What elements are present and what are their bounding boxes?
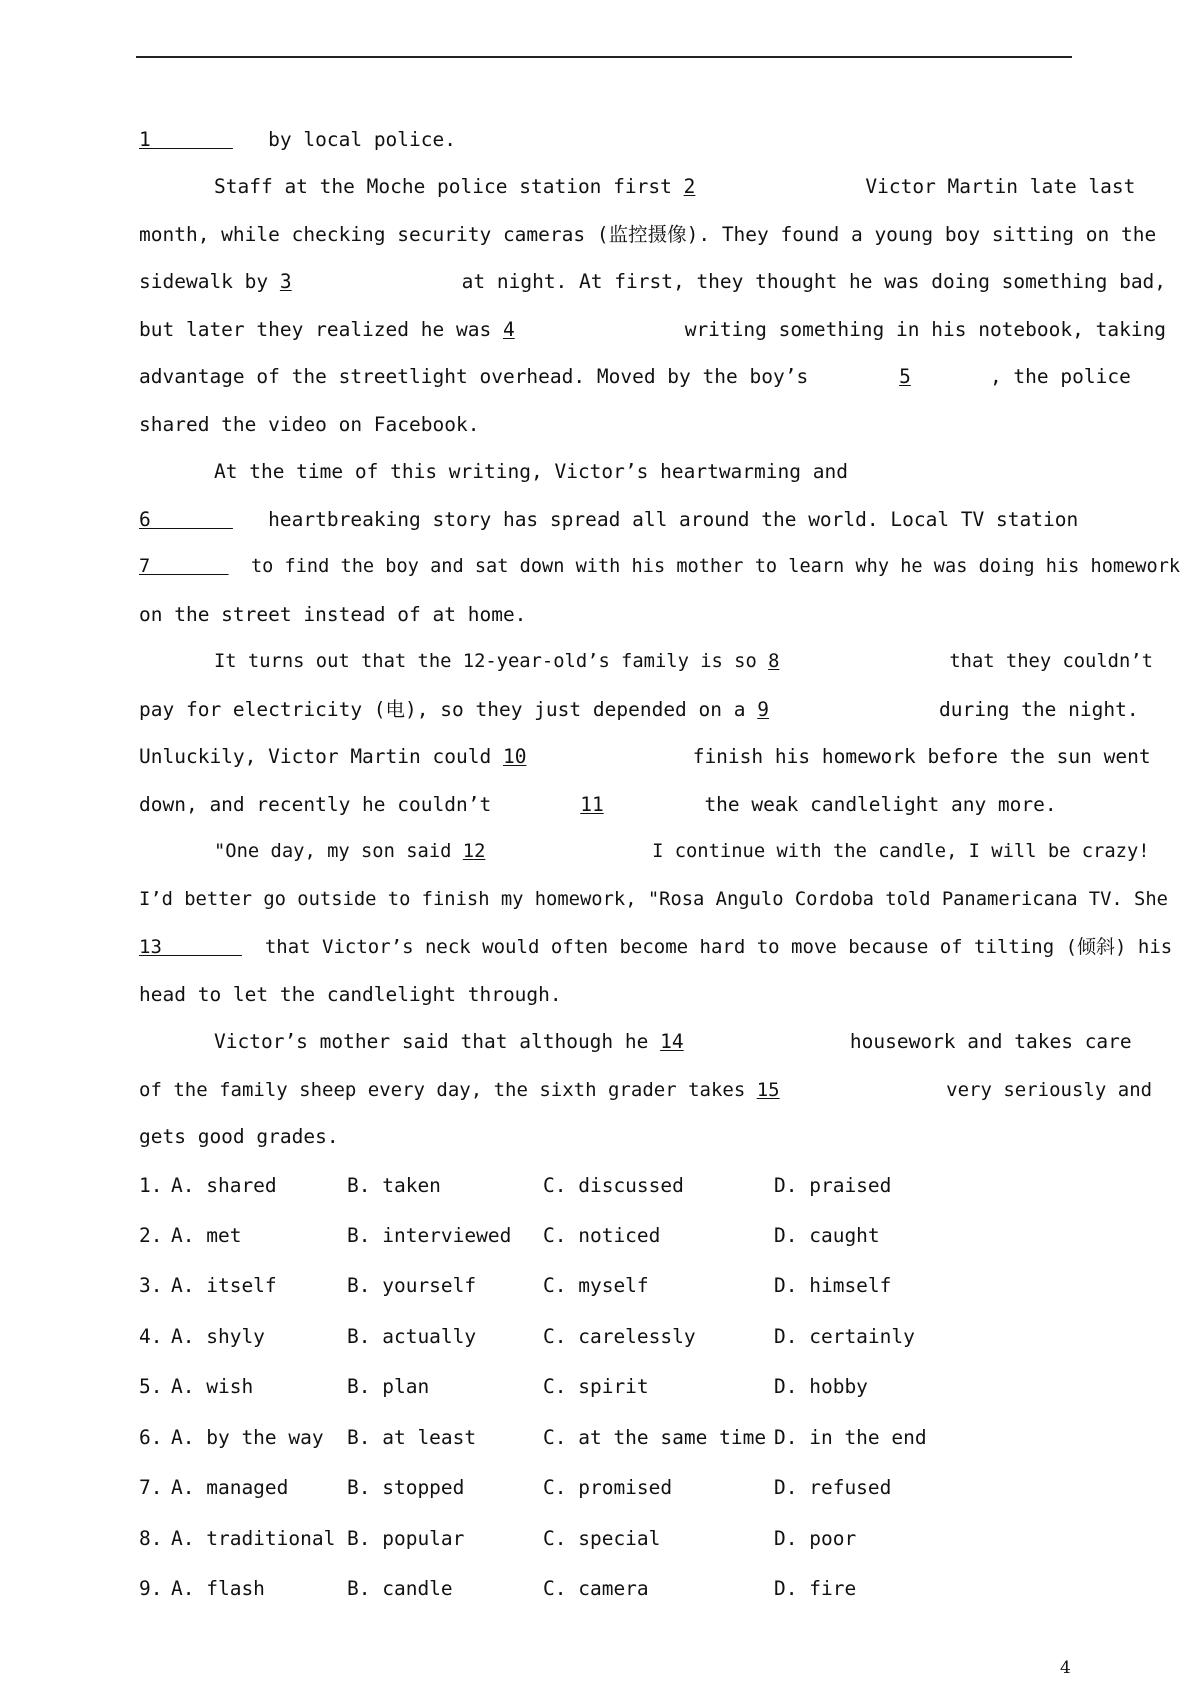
option-d: D. hobby [774, 1375, 868, 1398]
line-text: I continue with the candle, I will be crazy! [652, 841, 1150, 862]
option-b: B. taken [347, 1174, 441, 1197]
option-a: A. by the way [171, 1426, 324, 1449]
blank-5: 5 [899, 365, 911, 388]
line-text: but later they realized he was [139, 318, 492, 341]
line-text: at night. At first, they thought he was doing something bad, [461, 270, 1167, 293]
line-text: of the family sheep every day, the sixth grader takes [139, 1079, 746, 1101]
page-number: 4 [1060, 1658, 1071, 1678]
passage-line-21 [139, 1066, 1153, 1114]
line-text: writing something in his notebook, taking [684, 318, 1167, 341]
option-b: B. at least [347, 1426, 477, 1449]
option-c: C. noticed [543, 1224, 661, 1247]
option-c: C. carelessly [543, 1325, 696, 1348]
passage-line-5 [139, 306, 1167, 354]
passage-line-15 [139, 781, 1071, 829]
option-d: D. caught [774, 1224, 880, 1247]
line-text: Victor’s mother said that although he [214, 1030, 649, 1053]
passage-line-20 [214, 1018, 1132, 1066]
passage-line-3 [139, 211, 1157, 259]
option-a: A. shyly [171, 1325, 265, 1348]
question-number: 8. [139, 1527, 163, 1550]
option-d: D. refused [774, 1476, 892, 1499]
passage-line-4 [139, 258, 1167, 306]
question-row [139, 1261, 1039, 1311]
line-text: gets good grades. [139, 1125, 339, 1148]
line-text: month, while checking security cameras (监控摄像). They found a young boy sitting on the [139, 223, 1157, 246]
passage-line-16 [214, 828, 1150, 876]
line-text: head to let the candlelight through. [139, 983, 562, 1006]
line-text: housework and takes care [849, 1030, 1132, 1053]
blank-9: 9 [757, 698, 769, 721]
blank-3: 3 [279, 270, 292, 293]
option-d: D. poor [774, 1527, 857, 1550]
option-c: C. promised [543, 1476, 673, 1499]
line-text: by local police. [268, 128, 456, 151]
passage-line-12 [214, 638, 1153, 686]
blank-11: 11 [580, 793, 604, 816]
passage-line-7 [139, 401, 1071, 449]
line-text: Victor Martin late last [865, 175, 1136, 198]
line-text: finish his homework before the sun went [692, 745, 1151, 768]
passage-line-9 [139, 496, 1079, 544]
blank-14: 14 [660, 1030, 684, 1053]
question-number: 7. [139, 1476, 163, 1499]
blank-8: 8 [768, 651, 780, 672]
passage-line-17 [139, 876, 1168, 924]
line-text: Unluckily, Victor Martin could [139, 745, 492, 768]
line-text: the weak candlelight any more. [704, 793, 1057, 816]
passage-line-22 [139, 1113, 1071, 1161]
question-number: 2. [139, 1224, 163, 1247]
question-row [139, 1514, 1039, 1564]
option-a: A. shared [171, 1174, 277, 1197]
question-row [139, 1413, 1039, 1463]
line-text: down, and recently he couldn’t [139, 793, 492, 816]
question-number: 5. [139, 1375, 163, 1398]
option-d: D. fire [774, 1577, 857, 1600]
line-text: It turns out that the 12-year-old’s family is so [214, 651, 757, 672]
line-text: pay for electricity (电), so they just depended on a [139, 698, 746, 721]
passage-line-1 [139, 116, 1071, 164]
question-row [139, 1362, 1039, 1412]
option-c: C. spirit [543, 1375, 649, 1398]
question-number: 4. [139, 1325, 163, 1348]
question-number: 6. [139, 1426, 163, 1449]
passage-line-2 [214, 163, 1136, 211]
option-a: A. met [171, 1224, 242, 1247]
passage-line-18 [139, 923, 1173, 971]
passage-line-14 [139, 733, 1151, 781]
option-a: A. managed [171, 1476, 289, 1499]
question-row [139, 1564, 1039, 1614]
option-c: C. camera [543, 1577, 649, 1600]
line-text: heartbreaking story has spread all around the world. Local TV station [268, 508, 1079, 531]
blank-15: 15 [756, 1079, 780, 1101]
passage-line-10 [139, 543, 1181, 591]
line-text: on the street instead of at home. [139, 603, 527, 626]
question-row [139, 1312, 1039, 1362]
blank-7: 7 [139, 556, 229, 577]
line-text: that Victor’s neck would often become hard to move because of tilting (倾斜) his [264, 936, 1173, 958]
blank-1: 1 [139, 128, 233, 151]
line-text: that they couldn’t [949, 651, 1153, 672]
option-a: A. flash [171, 1577, 265, 1600]
passage-line-13 [139, 686, 1139, 734]
option-c: C. myself [543, 1274, 649, 1297]
option-c: C. at the same time [543, 1426, 767, 1449]
option-b: B. candle [347, 1577, 453, 1600]
line-text: , the police [989, 365, 1131, 388]
line-text: very seriously and [946, 1079, 1153, 1101]
line-text: during the night. [939, 698, 1139, 721]
option-d: D. himself [774, 1274, 892, 1297]
blank-12: 12 [462, 841, 486, 862]
line-text: At the time of this writing, Victor’s heartwarming and [214, 460, 848, 483]
line-text: shared the video on Facebook. [139, 413, 480, 436]
option-c: C. special [543, 1527, 661, 1550]
option-d: D. praised [774, 1174, 892, 1197]
line-text: advantage of the streetlight overhead. Moved by the boy’s [139, 365, 809, 388]
blank-10: 10 [502, 745, 527, 768]
blank-4: 4 [502, 318, 515, 341]
line-text: Staff at the Moche police station first [214, 175, 672, 198]
option-a: A. itself [171, 1274, 277, 1297]
blank-2: 2 [683, 175, 696, 198]
blank-6: 6 [139, 508, 233, 531]
option-b: B. interviewed [347, 1224, 512, 1247]
line-text: "One day, my son said [214, 841, 452, 862]
line-text: to find the boy and sat down with his mother to learn why he was doing his homework [250, 556, 1181, 577]
option-b: B. yourself [347, 1274, 477, 1297]
option-a: A. traditional [171, 1527, 336, 1550]
passage-line-19 [139, 971, 1071, 1019]
question-number: 1. [139, 1174, 163, 1197]
question-number: 9. [139, 1577, 163, 1600]
option-b: B. actually [347, 1325, 477, 1348]
option-d: D. certainly [774, 1325, 915, 1348]
option-b: B. popular [347, 1527, 465, 1550]
passage-line-8 [214, 448, 1071, 496]
option-b: B. plan [347, 1375, 430, 1398]
question-number: 3. [139, 1274, 163, 1297]
question-row [139, 1211, 1039, 1261]
blank-13: 13 [139, 936, 242, 958]
line-text: I’d better go outside to finish my homework, "Rosa Angulo Cordoba told Panamericana TV. She [139, 889, 1168, 910]
question-row [139, 1463, 1039, 1513]
option-b: B. stopped [347, 1476, 465, 1499]
option-d: D. in the end [774, 1426, 927, 1449]
line-text: sidewalk by [139, 270, 269, 293]
header-rule [136, 56, 1072, 58]
option-a: A. wish [171, 1375, 254, 1398]
passage-line-6 [139, 353, 1131, 401]
question-row [139, 1161, 1039, 1211]
passage-line-11 [139, 591, 1071, 639]
option-c: C. discussed [543, 1174, 684, 1197]
